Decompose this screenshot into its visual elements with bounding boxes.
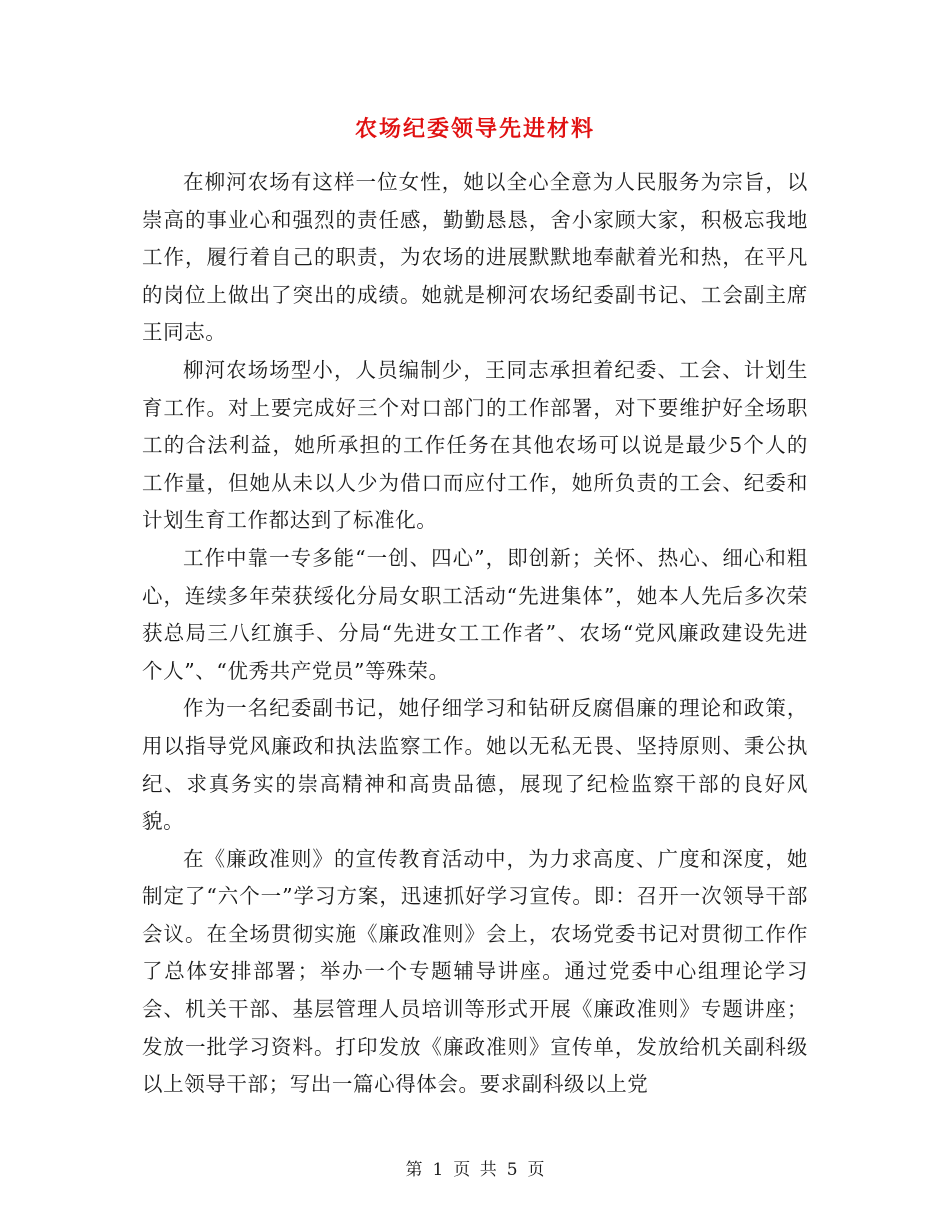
paragraph-1: 在柳河农场有这样一位女性，她以全心全意为人民服务为宗旨，以崇高的事业心和强烈的责任感，勤勤恳恳，舍小家顾大家，积极忘我地工作，履行着自己的职责，为农场的进展默默地奉献着光和热，在平凡的岗位上做出了突出的成绩。她就是柳河农场纪委副书记、工会副主席王同志。 — [142, 170, 808, 345]
footer-prefix: 第 — [405, 1160, 423, 1180]
paragraph-4: 作为一名纪委副书记，她仔细学习和钻研反腐倡廉的理论和政策，用以指导党风廉政和执法监察工作。她以无私无畏、坚持原则、秉公执纪、求真务实的崇高精神和高贵品德，展现了纪检监察干部的良好风貌。 — [142, 696, 808, 834]
footer-total-pages: 5 — [506, 1160, 518, 1180]
paragraph-2: 柳河农场场型小，人员编制少，王同志承担着纪委、工会、计划生育工作。对上要完成好三个对口部门的工作部署，对下要维护好全场职工的合法利益，她所承担的工作任务在其他农场可以说是最少5个人的工作量，但她从未以人少为借口而应付工作，她所负责的工会、纪委和计划生育工作都达到了标准化。 — [142, 357, 808, 533]
paragraph-5: 在《廉政准则》的宣传教育活动中，为力求高度、广度和深度，她制定了“六个一”学习方案，迅速抓好学习宣传。即：召开一次领导干部会议。在全场贯彻实施《廉政准则》会上，农场党委书记对贯彻工作作了总体安排部署；举办一个专题辅导讲座。通过党委中心组理论学习会、机关干部、基层管理人员培训等形式开展《廉政准则》专题讲座；发放一批学习资料。打印发放《廉政准则》宣传单，发放给机关副科级以上领导干部；写出一篇心得体会。要求副科级以上党 — [142, 846, 808, 1097]
footer-middle: 页 共 — [453, 1160, 497, 1180]
document-title: 农场纪委领导先进材料 — [354, 116, 595, 142]
document-body — [142, 164, 808, 1104]
footer-suffix: 页 — [527, 1160, 545, 1180]
paragraph-3: 工作中靠一专多能“一创、四心”，即创新；关怀、热心、细心和粗心，连续多年荣获绥化分局女职工活动“先进集体”，她本人先后多次荣获总局三八红旗手、分局“先进女工工作者”、农场“党风廉政建设先进个人”、“优秀共产党员”等殊荣。 — [142, 545, 808, 683]
footer-page-number: 1 — [432, 1160, 444, 1180]
page-footer — [0, 1155, 950, 1180]
